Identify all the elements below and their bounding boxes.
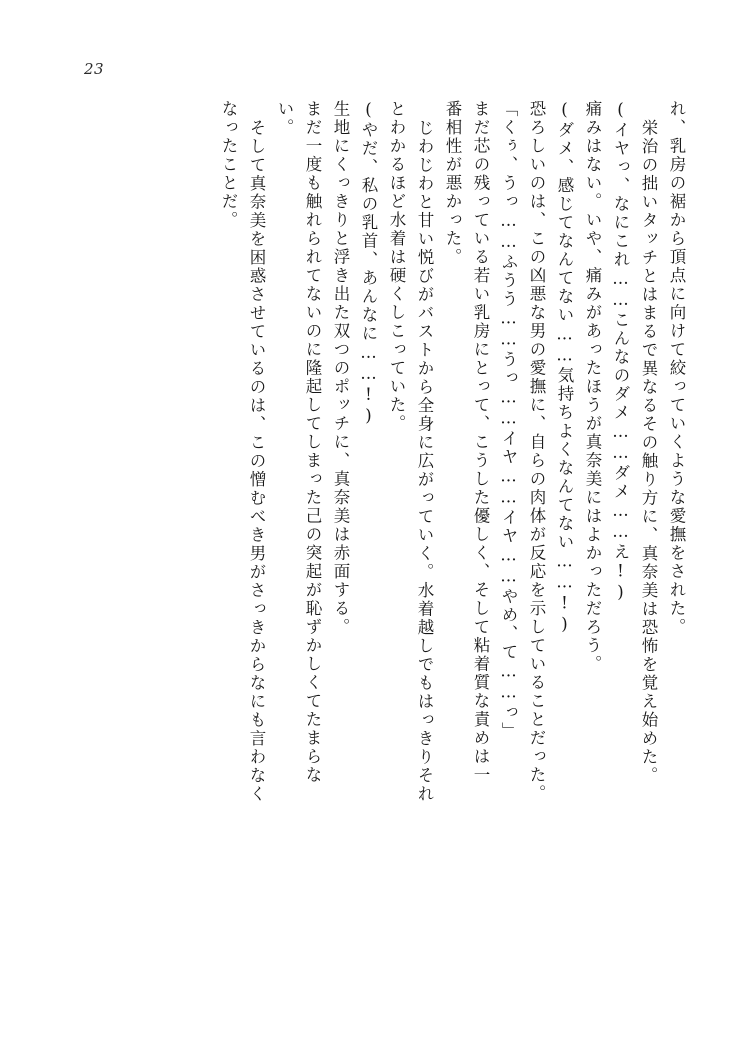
text-line: 恐ろしいのは、この凶悪な男の愛撫に、自らの肉体が反応を示していることだった。	[527, 100, 546, 803]
text-line: れ、乳房の裾から頂点に向けて絞っていくような愛撫をされた。	[667, 100, 686, 637]
text-line: (やだ、私の乳首、あんなに……!)	[359, 100, 378, 427]
text-line: まだ芯の残っている若い乳房にとって、こうした優しく、そして粘着質な責めは一	[471, 100, 490, 785]
text-line: (イヤっ、なにこれ……こんなのダメ……ダメ……え!)	[611, 100, 630, 604]
text-line: とわかるほど水着は硬くしこっていた。	[387, 100, 406, 433]
text-line: (ダメ、感じてなんてない……気持ちよくなんてない……!)	[555, 100, 574, 636]
text-line: い。	[275, 100, 294, 137]
text-line: まだ一度も触れられてないのに隆起してしまった己の突起が恥ずかしくてたまらな	[303, 100, 322, 785]
text-line: 番相性が悪かった。	[443, 100, 462, 267]
text-line: じわじわと甘い悦びがバストから全身に広がっていく。水着越しでもはっきりそれ	[415, 119, 434, 804]
text-line: 痛みはない。いや、痛みがあったほうが真奈美にはよかっただろう。	[583, 100, 602, 674]
body-text-block	[84, 100, 684, 960]
text-line: そして真奈美を困惑させているのは、この憎むべき男がさっきからなにも言わなく	[247, 119, 266, 804]
text-line: なったことだ。	[219, 100, 238, 230]
page-number: 23	[84, 60, 105, 78]
text-line: 栄治の拙いタッチとはまるで異なるその触り方に、真奈美は恐怖を覚え始めた。	[639, 119, 658, 785]
text-line: 生地にくっきりと浮き出た双つのポッチに、真奈美は赤面する。	[331, 100, 350, 637]
text-line: 「くぅ、うっ……ふうう……うっ……イヤ……イヤ……やめ、て……っ」	[499, 100, 518, 741]
